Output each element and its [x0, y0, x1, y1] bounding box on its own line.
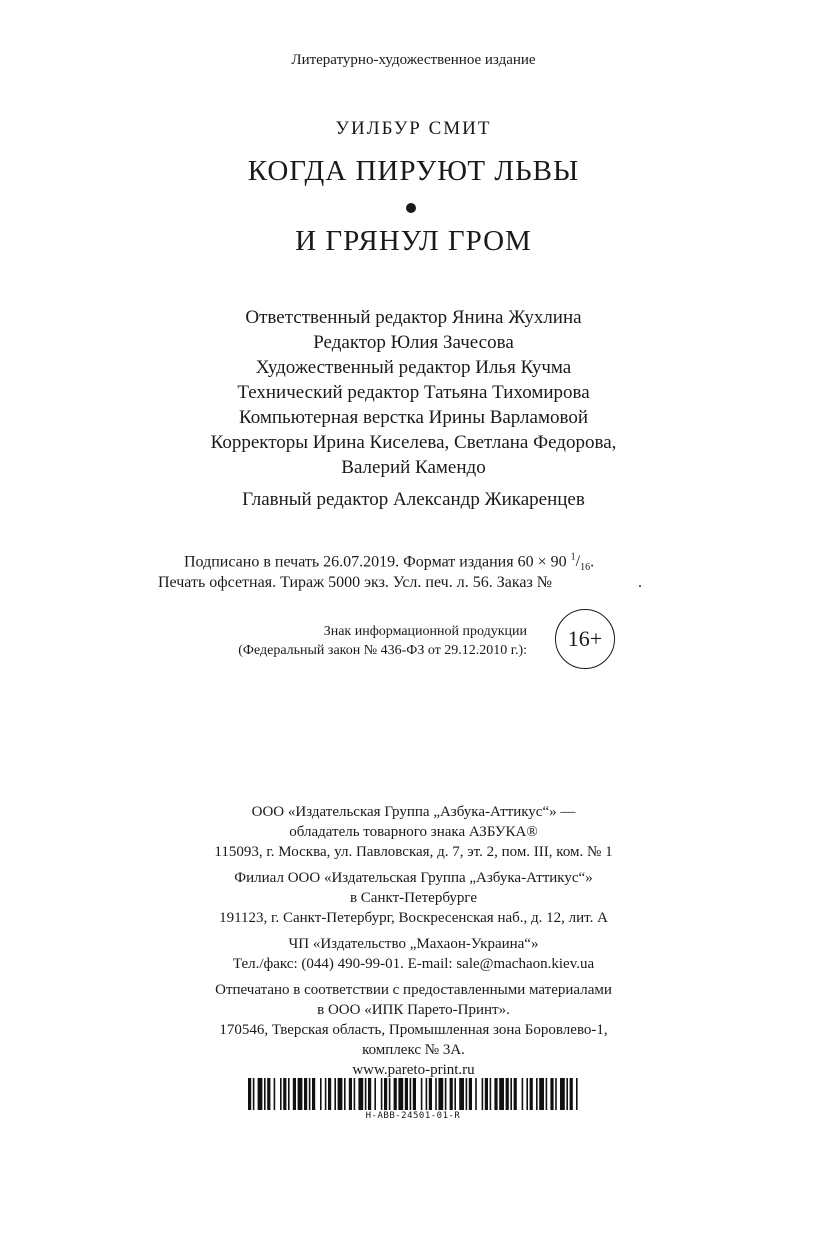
title-separator-bullet	[406, 203, 416, 213]
barcode-bar	[374, 1078, 376, 1110]
barcode-bar	[550, 1078, 553, 1110]
barcode-bar	[398, 1078, 403, 1110]
barcode-bar	[570, 1078, 573, 1110]
info-sign-law: (Федеральный закон № 436-ФЗ от 29.12.2010 г.):	[238, 643, 527, 658]
barcode-bar	[536, 1078, 538, 1110]
credit-line: Корректоры Ирина Киселева, Светлана Федорова,	[210, 432, 617, 453]
publisher-line: Филиал ООО «Издательская Группа „Азбука-Аттикус“»	[234, 870, 593, 886]
publisher-line: Тел./факс: (044) 490-99-01. E-mail: sale@machaon.kiev.ua	[232, 956, 595, 972]
publisher-line: в Санкт-Петербурге	[349, 890, 478, 906]
info-product-sign	[238, 622, 527, 660]
publisher-line: ЧП «Издательство „Махаон-Украина“»	[288, 936, 539, 952]
barcode-bar	[267, 1078, 270, 1110]
barcode-bar	[539, 1078, 544, 1110]
barcode	[248, 1078, 578, 1110]
edition-type: Литературно-художественное издание	[291, 52, 536, 68]
print-info-line-2	[158, 574, 642, 592]
barcode-bar	[429, 1078, 432, 1110]
barcode-bar	[298, 1078, 303, 1110]
barcode-bar	[365, 1078, 367, 1110]
publisher-line: 115093, г. Москва, ул. Павловская, д. 7, эт. 2, пом. III, ком. № 1	[214, 844, 613, 860]
publisher-line: в ООО «ИПК Парето-Принт».	[317, 1002, 510, 1018]
barcode-bar	[394, 1078, 397, 1110]
barcode-bar	[410, 1078, 412, 1110]
barcode-bar	[475, 1078, 477, 1110]
print-info-text: Печать офсетная. Тираж 5000 экз. Усл. печ. л. 56. Заказ №	[158, 574, 553, 591]
barcode-bar	[320, 1078, 322, 1110]
format-fraction: $^1/_{16}$	[570, 552, 591, 574]
barcode-bar	[274, 1078, 276, 1110]
print-info-text: Подписано в печать 26.07.2019. Формат издания 60 × 90	[184, 553, 567, 571]
barcode-bar	[338, 1078, 343, 1110]
barcode-bar	[334, 1078, 336, 1110]
barcode-bar	[450, 1078, 453, 1110]
format-denominator: 16	[580, 562, 591, 574]
barcode-bar	[258, 1078, 263, 1110]
barcode-bar	[454, 1078, 456, 1110]
barcode-bar	[466, 1078, 468, 1110]
publisher-block	[0, 802, 827, 1080]
publisher-line: 191123, г. Санкт-Петербург, Воскресенская наб., д. 12, лит. А	[219, 910, 608, 926]
credit-line: Художественный редактор Илья Кучма	[255, 357, 572, 378]
barcode-bar	[555, 1078, 557, 1110]
barcode-bar	[368, 1078, 371, 1110]
book-title-1: КОГДА ПИРУЮТ ЛЬВЫ	[247, 155, 580, 187]
barcode-bar	[248, 1078, 251, 1110]
barcode-bar	[530, 1078, 533, 1110]
age-rating-text: 16+	[567, 626, 603, 651]
barcode-bar	[459, 1078, 464, 1110]
barcode-bar	[566, 1078, 568, 1110]
chief-editor: Главный редактор Александр Жикаренцев	[242, 489, 585, 510]
barcode-bar	[309, 1078, 311, 1110]
publisher-line: www.pareto-print.ru	[352, 1062, 475, 1078]
barcode-bar	[288, 1078, 290, 1110]
barcode-bar	[280, 1078, 282, 1110]
publisher-line: Отпечатано в соответствии с предоставленными материалами	[215, 982, 612, 998]
barcode-bar	[354, 1078, 356, 1110]
publisher-line: 170546, Тверская область, Промышленная зона Боровлево-1,	[219, 1022, 608, 1038]
age-rating-badge	[555, 609, 615, 669]
barcode-bar	[344, 1078, 346, 1110]
publisher-line: ООО «Издательская Группа „Азбука-Аттикус“» —	[251, 804, 576, 820]
barcode-bar	[283, 1078, 286, 1110]
publisher-line: обладатель товарного знака АЗБУКА®	[289, 824, 538, 840]
barcode-bar	[482, 1078, 484, 1110]
barcode-bar	[526, 1078, 528, 1110]
print-info-dot: .	[638, 574, 643, 591]
barcode-bar	[469, 1078, 472, 1110]
format-numerator: 1	[570, 552, 576, 563]
barcode-bar	[389, 1078, 391, 1110]
barcode-bar	[546, 1078, 548, 1110]
print-info-line-1	[184, 552, 594, 574]
barcode-bar	[381, 1078, 383, 1110]
barcode-bar	[384, 1078, 387, 1110]
barcode-bar	[435, 1078, 437, 1110]
barcode-bar	[485, 1078, 488, 1110]
barcode-bar	[514, 1078, 517, 1110]
barcode-bar	[264, 1078, 266, 1110]
barcode-bar	[576, 1078, 578, 1110]
publisher-line: комплекс № 3А.	[362, 1042, 465, 1058]
barcode-bar	[494, 1078, 497, 1110]
barcode-bar	[438, 1078, 443, 1110]
barcode-bar	[506, 1078, 509, 1110]
credit-line: Редактор Юлия Зачесова	[313, 332, 514, 353]
barcode-bar	[304, 1078, 307, 1110]
barcode-bar	[445, 1078, 447, 1110]
credit-line: Валерий Камендо	[341, 457, 486, 478]
print-info-dot: .	[590, 553, 595, 571]
barcode-bar	[349, 1078, 352, 1110]
credit-line: Технический редактор Татьяна Тихомирова	[237, 382, 590, 403]
credit-line: Ответственный редактор Янина Жухлина	[245, 307, 582, 328]
barcode-bar	[293, 1078, 296, 1110]
barcode-bar	[560, 1078, 565, 1110]
barcode-bar	[253, 1078, 255, 1110]
barcode-bar	[490, 1078, 492, 1110]
barcode-bar	[426, 1078, 428, 1110]
credit-line: Компьютерная верстка Ирины Варламовой	[238, 407, 589, 428]
info-sign-line: Знак информационной продукции	[323, 624, 527, 639]
author-name: УИЛБУР СМИТ	[335, 118, 492, 139]
barcode-bar	[358, 1078, 363, 1110]
barcode-bar	[325, 1078, 327, 1110]
book-title-2: И ГРЯНУЛ ГРОМ	[295, 225, 532, 257]
barcode-bar	[312, 1078, 315, 1110]
barcode-bar	[328, 1078, 331, 1110]
barcode-bar	[405, 1078, 408, 1110]
barcode-caption: H-ABB-24501-01-R	[365, 1111, 461, 1121]
barcode-bar	[522, 1078, 524, 1110]
barcode-bar	[413, 1078, 416, 1110]
barcode-bar	[510, 1078, 512, 1110]
barcode-bar	[421, 1078, 423, 1110]
barcode-bar	[499, 1078, 504, 1110]
credits-list	[0, 305, 827, 480]
